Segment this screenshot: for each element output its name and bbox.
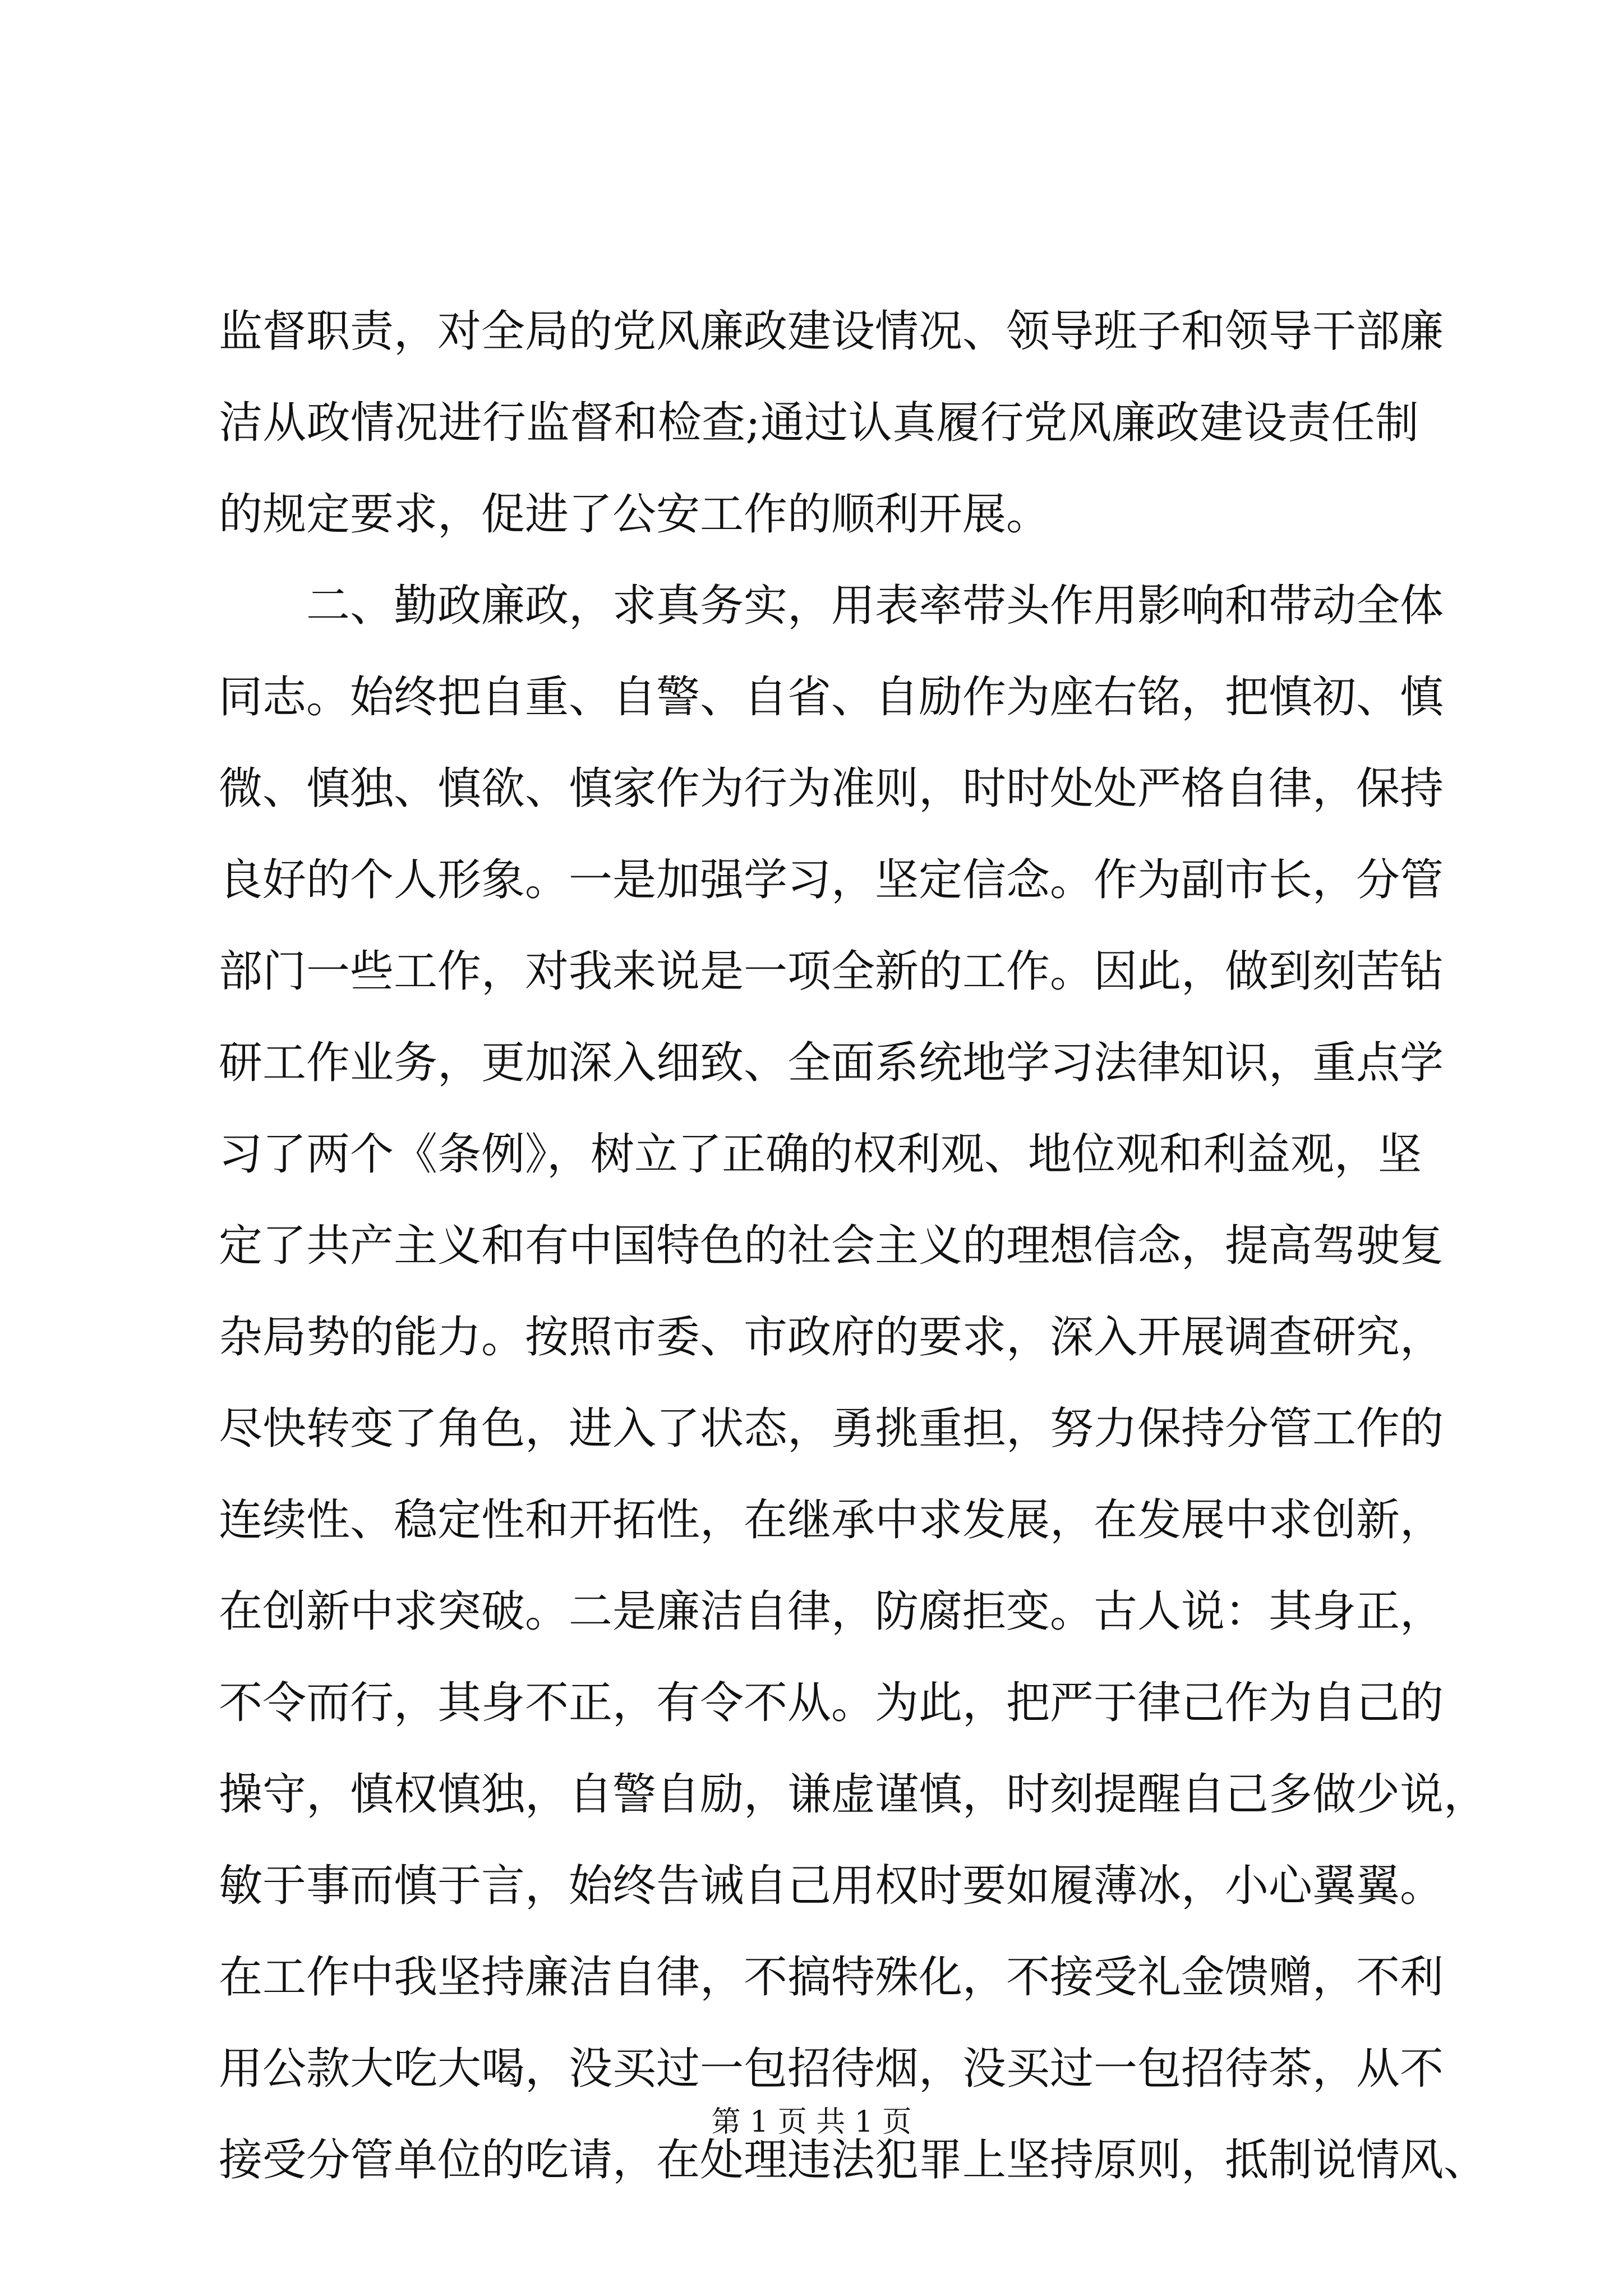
text-line: 连续性、稳定性和开拓性，在继承中求发展，在发展中求创新， [219, 1495, 1444, 1545]
text-line: 二、勤政廉政，求真务实，用表率带头作用影响和带动全体 [306, 581, 1444, 631]
text-line: 习了两个《条例》，树立了正确的权利观、地位观和利益观，坚 [219, 1129, 1422, 1180]
text-line: 研工作业务，更加深入细致、全面系统地学习法律知识，重点学 [219, 1038, 1444, 1088]
text-line: 部门一些工作，对我来说是一项全新的工作。因此，做到刻苦钻 [219, 946, 1444, 997]
text-line: 在创新中求突破。二是廉洁自律，防腐拒变。古人说：其身正， [219, 1586, 1444, 1637]
text-line: 杂局势的能力。按照市委、市政府的要求，深入开展调查研究， [219, 1312, 1444, 1363]
document-body [219, 286, 1488, 2206]
text-line: 良好的个人形象。一是加强学习，坚定信念。作为副市长，分管 [219, 855, 1444, 905]
text-line: 微、慎独、慎欲、慎家作为行为准则，时时处处严格自律，保持 [219, 763, 1444, 814]
text-line: 接受分管单位的吃请，在处理违法犯罪上坚持原则，抵制说情风、 [219, 2135, 1488, 2185]
text-line: 的规定要求，促进了公安工作的顺利开展。 [219, 489, 1050, 540]
page-footer: 第 1 页 共 1 页 [711, 2105, 912, 2139]
text-line: 定了共产主义和有中国特色的社会主义的理想信念，提高驾驶复 [219, 1221, 1444, 1271]
text-line: 监督职责，对全局的党风廉政建设情况、领导班子和领导干部廉 [219, 306, 1444, 357]
text-line: 洁从政情况进行监督和检查;通过认真履行党风廉政建设责任制 [219, 398, 1419, 448]
text-line: 在工作中我坚持廉洁自律，不搞特殊化，不接受礼金馈赠，不利 [219, 1952, 1444, 2003]
text-line: 用公款大吃大喝，没买过一包招待烟，没买过一包招待茶，从不 [219, 2044, 1444, 2094]
text-line: 不令而行，其身不正，有令不从。为此，把严于律己作为自己的 [219, 1678, 1444, 1728]
text-line: 敏于事而慎于言，始终告诫自己用权时要如履薄冰，小心翼翼。 [219, 1861, 1444, 1911]
text-line: 同志。始终把自重、自警、自省、自励作为座右铭，把慎初、慎 [219, 672, 1444, 723]
text-line: 操守，慎权慎独，自警自励，谦虚谨慎，时刻提醒自己多做少说， [219, 1769, 1488, 1820]
text-line: 尽快转变了角色，进入了状态，勇挑重担，努力保持分管工作的 [219, 1404, 1444, 1454]
